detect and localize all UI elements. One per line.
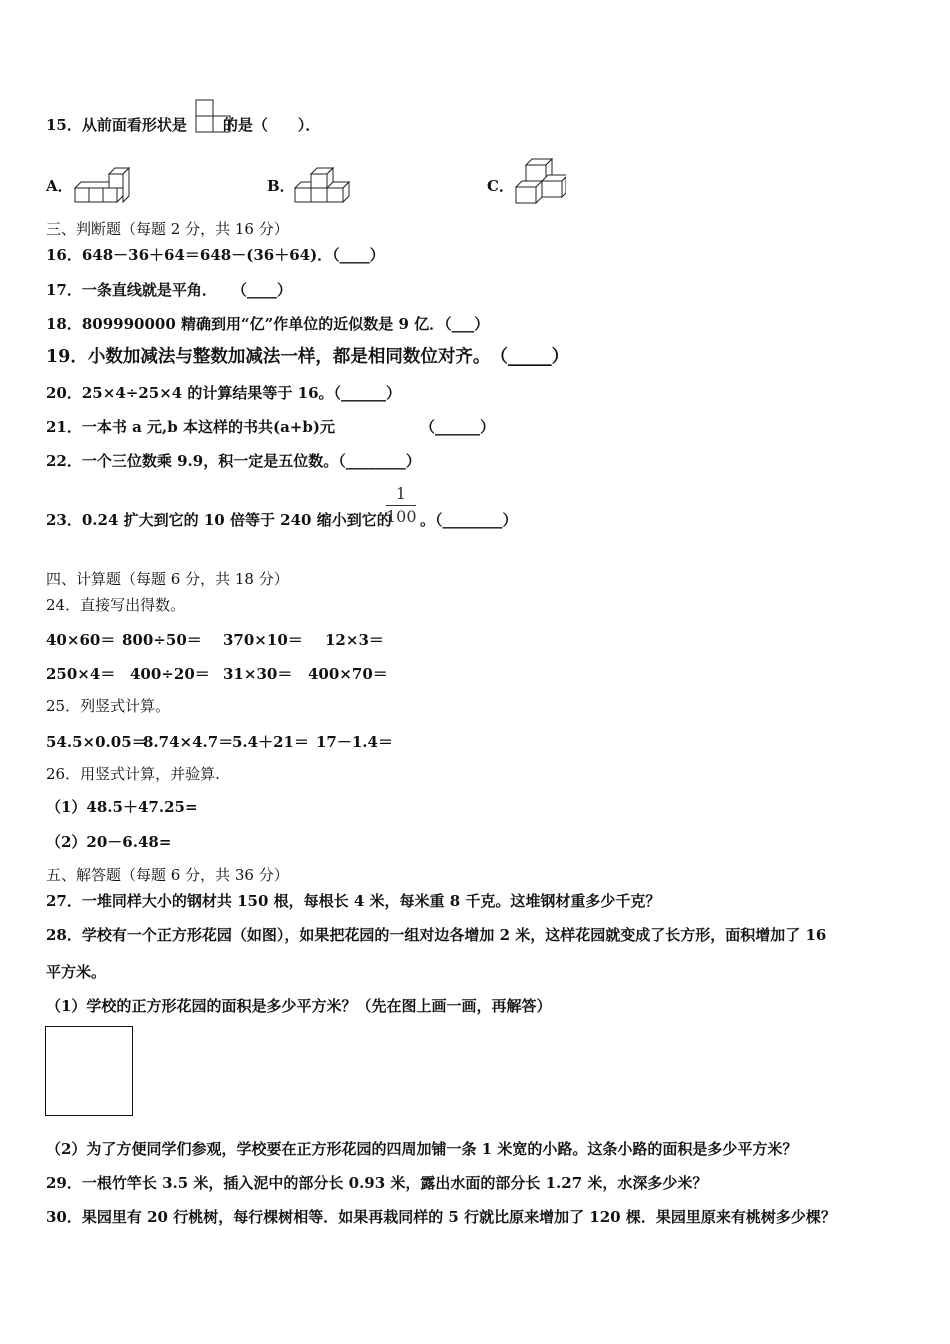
q24-r1-c4: 12×3＝ bbox=[325, 631, 384, 649]
question-29: 29．一根竹竿长 3.5 米，插入泥中的部分长 0.93 米，露出水面的部分长 1.27 米，水深多少米？ bbox=[46, 1174, 708, 1192]
fraction-bar bbox=[386, 505, 416, 506]
option-b-cubes-icon bbox=[293, 162, 353, 206]
fraction-denominator: 100 bbox=[386, 507, 417, 526]
q25-item-1: 54.5×0.05＝ bbox=[46, 733, 147, 751]
square-garden-figure bbox=[45, 1026, 133, 1116]
question-25-title: 25．列竖式计算。 bbox=[46, 697, 171, 715]
q26-part-1: （1）48.5＋47.25= bbox=[46, 798, 198, 816]
q24-r1-c3: 370×10＝ bbox=[223, 631, 303, 649]
question-23 bbox=[46, 511, 392, 529]
option-b-label[interactable]: B． bbox=[267, 177, 295, 195]
question-20: 20．25×4÷25×4 的计算结果等于 16。（______） bbox=[46, 384, 402, 402]
fraction-one-hundredth bbox=[386, 485, 416, 526]
section-5-heading: 五、解答题（每题 6 分，共 36 分） bbox=[46, 866, 289, 884]
fraction-numerator: 1 bbox=[395, 484, 407, 503]
question-22: 22．一个三位数乘 9.9，积一定是五位数。（________） bbox=[46, 452, 421, 470]
q23-prefix: 23．0.24 扩大到它的 10 倍等于 240 缩小到它的 bbox=[46, 511, 392, 529]
q25-item-4: 17－1.4＝ bbox=[316, 733, 393, 751]
question-19: 19．小数加减法与整数加减法一样，都是相同数位对齐。 （_____） bbox=[46, 347, 570, 367]
q24-r1-c2: 800÷50＝ bbox=[122, 631, 202, 649]
question-24-title: 24．直接写出得数。 bbox=[46, 596, 186, 614]
section-4-heading: 四、计算题（每题 6 分，共 18 分） bbox=[46, 570, 289, 588]
question-30: 30．果园里有 20 行桃树，每行棵树相等．如果再栽同样的 5 行就比原来增加了 120 棵．果园里原来有桃树多少棵？ bbox=[46, 1208, 836, 1226]
q24-r1-c1: 40×60＝ bbox=[46, 631, 116, 649]
q15-prefix: 15．从前面看形状是 bbox=[46, 116, 187, 134]
option-a-cubes-icon bbox=[73, 162, 133, 206]
q28-part-1: （1）学校的正方形花园的面积是多少平方米？（先在图上画一画，再解答） bbox=[46, 997, 552, 1015]
question-18: 18．809990000 精确到用“亿”作单位的近似数是 9 亿．（___） bbox=[46, 315, 490, 333]
q24-r2-c4: 400×70＝ bbox=[308, 665, 388, 683]
option-a-label[interactable]: A． bbox=[46, 177, 73, 195]
question-21 bbox=[46, 418, 335, 436]
question-15 bbox=[46, 116, 320, 134]
option-c-cubes-icon bbox=[514, 155, 566, 207]
front-view-shape-icon bbox=[195, 99, 231, 135]
q28-part-2: （2）为了方便同学们参观，学校要在正方形花园的四周加铺一条 1 米宽的小路。这条小路的面积是多少平方米？ bbox=[46, 1140, 798, 1158]
option-c-label[interactable]: C． bbox=[487, 177, 514, 195]
q21-text: 21．一本书 a 元,b 本这样的书共(a+b)元 bbox=[46, 418, 335, 436]
question-27: 27．一堆同样大小的钢材共 150 根，每根长 4 米，每米重 8 千克。这堆钢材重多少千克？ bbox=[46, 892, 661, 910]
q25-item-3: 5.4＋21＝ bbox=[232, 733, 309, 751]
section-3-heading: 三、判断题（每题 2 分，共 16 分） bbox=[46, 220, 289, 238]
q24-r2-c2: 400÷20＝ bbox=[130, 665, 210, 683]
question-28-line-1: 28．学校有一个正方形花园（如图），如果把花园的一组对边各增加 2 米，这样花园就变成了长方形，面积增加了 16 bbox=[46, 926, 827, 944]
q24-r2-c1: 250×4＝ bbox=[46, 665, 116, 683]
question-28-line-2: 平方米。 bbox=[46, 963, 107, 981]
q24-r2-c3: 31×30＝ bbox=[223, 665, 293, 683]
q21-answer-blank[interactable]: （______） bbox=[420, 418, 496, 436]
q25-item-2: 8.74×4.7＝ bbox=[143, 733, 234, 751]
q23-suffix: 。（________） bbox=[420, 511, 518, 529]
question-16: 16．648－36＋64＝648－(36＋64)．（____） bbox=[46, 246, 385, 264]
q26-part-2: （2）20－6.48= bbox=[46, 833, 172, 851]
question-26-title: 26．用竖式计算，并验算. bbox=[46, 765, 220, 783]
question-17: 17．一条直线就是平角． （____） bbox=[46, 281, 292, 299]
q15-suffix: 的是（ ）． bbox=[222, 116, 321, 134]
